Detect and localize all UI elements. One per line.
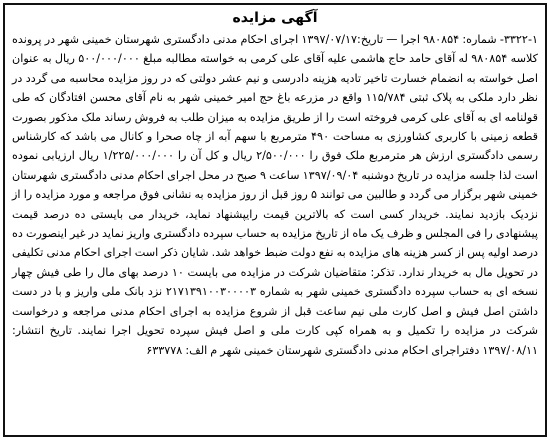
auction-notice: [3, 3, 547, 437]
notice-title: آگهی مزایده: [232, 10, 318, 26]
notice-body: ۳۳۲۲-۱- شماره: ۹۸۰۸۵۴ اجرا — تاریخ:۱۳۹۷/۰۷/۱۷ اجرای احکام مدنی دادگستری شهرستان خمینی شهر در پرونده کلاسه ۹۸۰۸۵۴ له آقای حامد حاج هاشمی علیه آقای علی کرمی به خواسته مطالبه مبلغ ۵۰۰/۰۰۰/۰۰۰ ریال به عنوان اصل خواسته به انضمام خسارت تاخیر تادیه هزینه دادرسی و نیم عشر دولتی که در روز مزایده محاسبه می گردد در نظر دارد ملکی به پلاک ثبتی ۱۱۵/۷۸۴ واقع در مزرعه باغ حج امیر خمینی شهر به نام آقای محسن افتادگان که طی قولنامه ای به آقای علی کرمی فروخته است را از طریق مزایده به میزان طلب به فروش رساند ملک مذکور بصورت قطعه زمینی با کاربری کشاورزی به مساحت ۴۹۰ مترمربع با سهم آبه از چاه صحرا و کانال می باشد که کارشناس رسمی دادگستری ارزش هر مترمربع ملک فوق را ۲/۵۰۰/۰۰۰ ریال و کل آن را ۱/۲۲۵/۰۰۰/۰۰۰ ریال ارزیابی نموده است لذا جلسه مزایده در تاریخ دوشنبه ۱۳۹۷/۰۹/۰۴ ساعت ۹ صبح در محل اجرای احکام مدنی دادگستری شهرستان خمینی شهر برگزار می گردد و طالبین می توانند ۵ روز قبل از روز مزایده به نشانی فوق مراجعه و مورد مزایده را از نزدیک بازدید نمایند. خریدار کسی است که بالاترین قیمت رایپشنهاد نماید، خریدار می بایستی ده درصد قیمت پیشنهادی را فی المجلس و ظرف یک ماه از تاریخ مزایده به حساب سپرده دادگستری واریز نماید در غیر اینصورت ده درصد اولیه پس از کسر هزینه های مزایده به نفع دولت ضبط خواهد شد. شایان ذکر است اجرای احکام مدنی تکلیفی در تحویل مال به خریدار ندارد. تذکر: متقاضیان شرکت در مزایده می بایست ۱۰ درصد بهای مال را طی فیش چهار نسخه ای به حساب سپرده دادگستری خمینی شهر به شماره ۲۱۷۱۳۹۱۰۰۳۰۰۰۰۳ نزد بانک ملی واریز و با در دست داشتن اصل فیش و اصل کارت ملی نیم ساعت قبل از شروع مزایده به اجرای احکام مدنی مراجعه و درخواست شرکت در مزایده را تکمیل و به همراه کپی کارت ملی و اصل فیش سپرده تحویل اجرا نمایند. تاریخ انتشار: ۱۳۹۷/۰۸/۱۱ دفتراجرای احکام مدنی دادگستری شهرستان خمینی شهر م الف: ۶۳۳۷۷۸: [12, 33, 539, 357]
